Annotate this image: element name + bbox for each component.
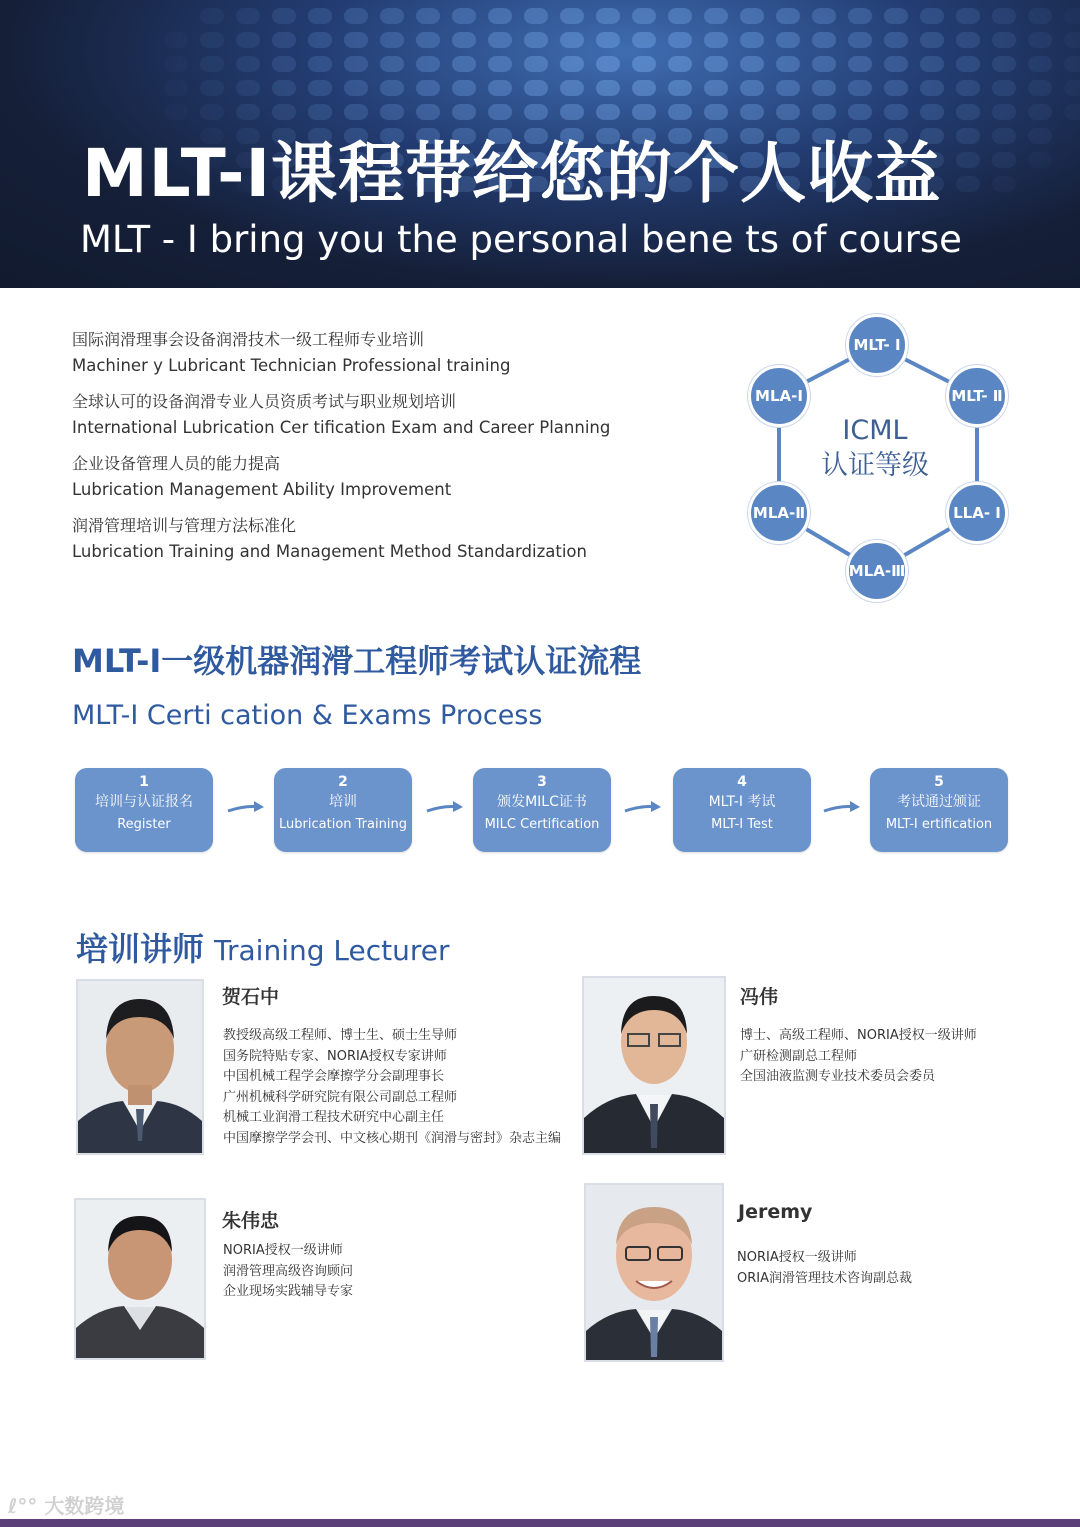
certification-title: MLT-I一级机器润滑工程师考试认证流程 (72, 642, 642, 680)
lecturer-description (737, 1248, 912, 1289)
lecturer-name: 贺石中 (222, 986, 280, 1008)
icml-node-mlt-1: MLT- Ⅰ (846, 314, 908, 376)
benefit-en: Lubrication Training and Management Method Standardization (72, 542, 587, 561)
lecturer-desc-line: NORIA授权一级讲师 (737, 1250, 857, 1265)
lecturer-desc-line: 教授级高级工程师、博士生、硕士生导师 (223, 1028, 458, 1043)
step-number: 1 (139, 774, 149, 790)
arrow-right-icon (425, 796, 465, 820)
step-label-cn: 考试通过颁证 (897, 794, 981, 810)
lecturer-desc-line: 机械工业润滑工程技术研究中心副主任 (223, 1110, 445, 1125)
benefits-list (72, 328, 692, 576)
step-number: 3 (537, 774, 547, 790)
certification-process (0, 768, 1080, 858)
step-number: 2 (338, 774, 348, 790)
benefit-cn: 润滑管理培训与管理方法标准化 (72, 516, 297, 535)
header-banner (0, 0, 1080, 288)
process-step (274, 768, 412, 852)
lecturer-desc-line: 中国摩擦学学会刊、中文核心期刊《润滑与密封》杂志主编 (223, 1130, 562, 1146)
watermark (8, 1490, 124, 1519)
icml-center-line1: ICML (842, 415, 908, 446)
icml-node-mla-3: MLA-Ⅲ (846, 540, 908, 602)
step-label-en: MLT-I ertification (885, 817, 993, 832)
watermark-text: 大数跨境 (44, 1494, 125, 1518)
process-step (673, 768, 811, 852)
lecturer-name: 朱伟忠 (222, 1210, 280, 1232)
lecturer-desc-line: 中国机械工程学会摩擦学分会副理事长 (223, 1069, 445, 1084)
benefit-item (72, 390, 692, 442)
lecturers-title-en: Training Lecturer (214, 934, 450, 967)
arrow-right-icon (822, 796, 862, 820)
icml-node-mla-1: MLA-Ⅰ (748, 365, 810, 427)
benefit-item (72, 452, 692, 504)
lecturer-desc-line: 润滑管理高级咨询顾问 (223, 1263, 354, 1279)
lecturer-desc-line: 博士、高级工程师、NORIA授权一级讲师 (740, 1028, 977, 1043)
certification-subtitle: MLT-I Certi cation & Exams Process (72, 700, 543, 731)
icml-certification-diagram (740, 308, 1040, 608)
icml-center-line2: 认证等级 (821, 450, 929, 481)
icml-node-lla-1: LLA- Ⅰ (946, 482, 1008, 544)
lecturer-description (223, 1026, 561, 1149)
step-label-cn: MLT-I 考试 (708, 794, 776, 810)
step-label-en: MLT-I Test (711, 817, 773, 832)
lecturer-desc-line: ORIA润滑管理技术咨询副总裁 (737, 1270, 912, 1286)
lecturer-description (740, 1026, 977, 1088)
lecturer-photo (74, 1198, 206, 1360)
benefit-cn: 国际润滑理事会设备润滑技术一级工程师专业培训 (72, 330, 425, 349)
lecturer-name: Jeremy (738, 1201, 813, 1223)
icml-node-mla-2: MLA-Ⅱ (748, 482, 810, 544)
lecturer-desc-line: 广研检测副总工程师 (740, 1048, 858, 1064)
step-label-cn: 培训与认证报名 (95, 794, 193, 810)
benefit-en: International Lubrication Cer tification Exam and Career Planning (72, 418, 611, 437)
icml-center-label (800, 413, 950, 483)
benefit-item (72, 328, 692, 380)
arrow-right-icon (226, 796, 266, 820)
lecturer-photo (584, 1183, 724, 1362)
step-label-cn: 颁发MILC证书 (497, 794, 587, 810)
step-label-en: MILC Certification (484, 817, 600, 832)
arrow-right-icon (623, 796, 663, 820)
process-step (75, 768, 213, 852)
step-label-en: Register (117, 817, 171, 832)
benefit-cn: 全球认可的设备润滑专业人员资质考试与职业规划培训 (72, 392, 457, 411)
lecturer-name: 冯伟 (740, 986, 779, 1008)
benefit-item (72, 514, 692, 566)
step-label-en: Lubrication Training (279, 817, 407, 832)
step-number: 5 (934, 774, 944, 790)
lecturer-photo (582, 976, 726, 1155)
lecturer-description (223, 1241, 353, 1303)
lecturer-desc-line: 全国油液监测专业技术委员会委员 (740, 1069, 936, 1084)
step-label-cn: 培训 (329, 794, 357, 810)
lecturer-desc-line: NORIA授权一级讲师 (223, 1243, 343, 1258)
process-step (870, 768, 1008, 852)
lecturer-desc-line: 广州机械科学研究院有限公司副总工程师 (223, 1089, 458, 1105)
benefit-en: Machiner y Lubricant Technician Professional training (72, 356, 511, 375)
benefit-cn: 企业设备管理人员的能力提高 (72, 454, 281, 473)
watermark-logo-icon: ℓ°° (8, 1494, 38, 1518)
step-number: 4 (737, 774, 747, 790)
icml-node-mlt-2: MLT- Ⅱ (946, 365, 1008, 427)
process-step (473, 768, 611, 852)
benefit-en: Lubrication Management Ability Improvement (72, 480, 452, 499)
lecturer-desc-line: 国务院特贴专家、NORIA授权专家讲师 (223, 1048, 447, 1064)
page-title: MLT-I课程带给您的个人收益 (82, 135, 942, 212)
footer-bar (0, 1519, 1080, 1527)
lecturer-photo (76, 979, 204, 1155)
lecturer-desc-line: 企业现场实践辅导专家 (223, 1284, 354, 1299)
lecturers-title-cn: 培训讲师 (76, 930, 205, 968)
page-subtitle: MLT - I bring you the personal bene ts of course (80, 218, 962, 261)
lecturers-heading (76, 924, 450, 970)
